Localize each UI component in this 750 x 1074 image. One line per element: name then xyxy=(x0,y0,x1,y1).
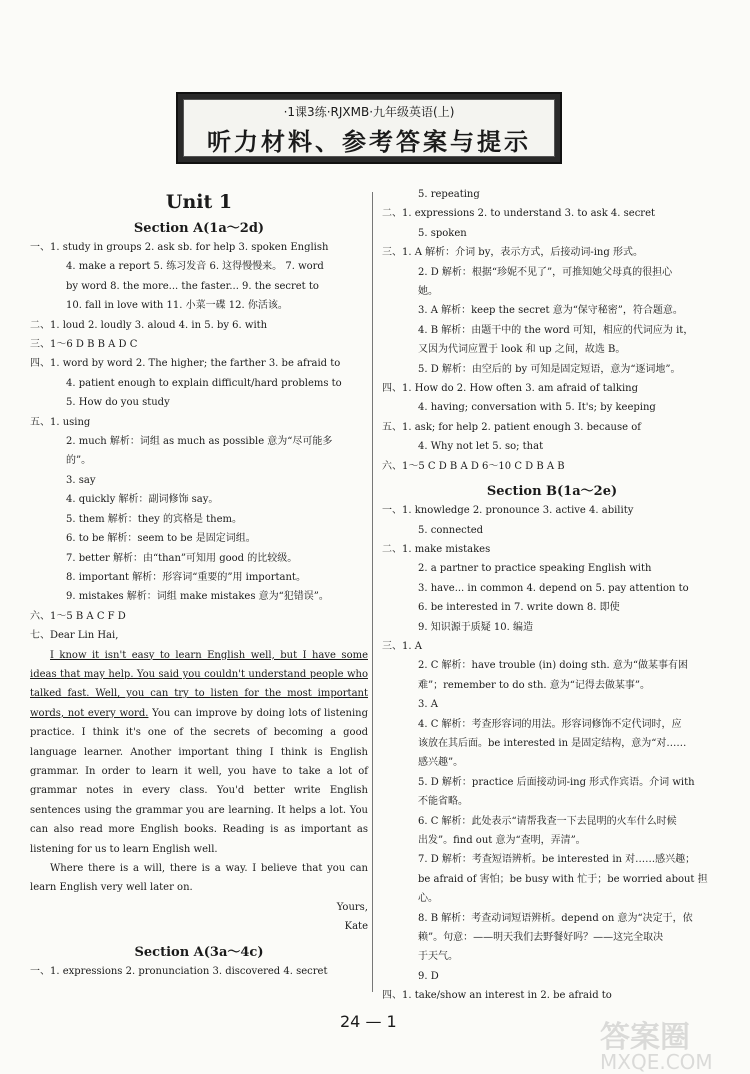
answer-line: 于天气。 xyxy=(418,951,458,963)
answer-line: 4. quickly 解析：副词修饰 say。 xyxy=(66,494,219,506)
answer-line: 五、1. using xyxy=(30,416,91,428)
answer-line: 六、1～5 B A C F D xyxy=(30,610,126,622)
answer-line: 6. C 解析：此处表示“请帮我查一下去昆明的火车什么时候 xyxy=(418,815,677,827)
answer-line: 该放在其后面。be interested in 是固定结构，意为“对…… xyxy=(418,737,687,749)
watermark-logo xyxy=(600,1012,740,1074)
answer-line: 4. B 解析：由题干中的 the word 可知，相应的代词应为 it， xyxy=(418,324,694,336)
answer-line: by word 8. the more... the faster... 9. the secret to xyxy=(66,280,319,292)
unit-heading: Unit 1 xyxy=(165,191,233,213)
answer-line: 四、1. take/show an interest in 2. be afraid to xyxy=(382,990,612,1002)
answer-line: 二、1. expressions 2. to understand 3. to ask 4. secret xyxy=(382,208,656,220)
answer-line: 三、1. A 解析：介词 by，表示方式，后接动词-ing 形式。 xyxy=(382,247,643,259)
answer-line: 4. C 解析：考查形容词的用法。形容词修饰不定代词时，应 xyxy=(418,718,682,730)
answer-line: 3. say xyxy=(66,474,96,486)
answer-list-a2 xyxy=(382,185,722,476)
answer-line: 六、1～5 C D B A D 6～10 C D B A B xyxy=(382,460,565,472)
answer-line: 9. mistakes 解析：词组 make mistakes 意为“犯错误”。 xyxy=(66,591,329,603)
section-heading-b: Section B(1a～2e) xyxy=(486,484,618,500)
answer-line: 出发”。find out 意为“查明，弄清”。 xyxy=(418,835,586,846)
answer-line: 9. D xyxy=(418,970,439,982)
answer-line: 7. better 解析：由“than”可知用 good 的比较级。 xyxy=(66,552,298,564)
letter-closing: Yours, xyxy=(336,901,368,913)
answer-line: 四、1. How do 2. How often 3. am afraid of talking xyxy=(382,383,638,395)
answer-line: 难”；remember to do sth. 意为“记得去做某事”。 xyxy=(418,679,650,691)
watermark-bottom: MXQE.COM xyxy=(600,1050,713,1074)
answer-line: 10. fall in love with 11. 小菜一碟 12. 你活该。 xyxy=(66,300,288,312)
answer-line: 5. How do you study xyxy=(66,397,170,409)
answer-line: 4. Why not let 5. so; that xyxy=(418,441,544,453)
letter-underlined: I know it isn't easy to learn English well, but I have some ideas that may help. You said you couldn't understand people who talked fast. Well, you can try to listen for the most important words, not every word. xyxy=(30,649,368,719)
answer-line: 五、1. ask; for help 2. patient enough 3. because of xyxy=(382,421,641,433)
answer-line: be afraid of 害怕；be busy with 忙于；be worried about 担 xyxy=(418,873,708,885)
answer-line: 3. A 解析：keep the secret 意为“保守秘密”，符合题意。 xyxy=(418,305,683,317)
letter-paragraph-2: Where there is a will, there is a way. I believe that you can learn English very well later on. xyxy=(30,863,368,894)
answer-line: 9. 知识源于质疑 10. 编造 xyxy=(418,621,533,633)
answer-line: 5. D 解析：practice 后面接动词-ing 形式作宾语。介词 with xyxy=(418,776,695,788)
answer-line: 2. much 解析：词组 as much as possible 意为“尽可能多 xyxy=(66,436,333,448)
right-column xyxy=(382,185,722,1006)
answer-line: 3. A xyxy=(418,699,438,711)
answer-list-a1 xyxy=(30,238,368,646)
answer-line: 3. have... in common 4. depend on 5. pay attention to xyxy=(418,582,689,594)
answer-line: 一、1. knowledge 2. pronounce 3. active 4. ability xyxy=(382,505,634,517)
column-divider xyxy=(372,192,373,992)
answer-list-b xyxy=(382,501,722,1006)
answer-line: 5. repeating xyxy=(418,189,480,200)
answer-line: 5. D 解析：由空后的 by 可知是固定短语，意为“逐词地”。 xyxy=(418,363,681,375)
answer-line: 2. a partner to practice speaking English with xyxy=(418,563,652,575)
page-number: 24 — 1 xyxy=(340,1012,397,1031)
left-column xyxy=(30,185,368,981)
answer-line: 不能省略。 xyxy=(418,796,468,808)
answer-line: 5. connected xyxy=(418,524,484,536)
answer-line: 心。 xyxy=(418,893,438,905)
banner-subtitle: ·1课3练·RJXMB·九年级英语(上) xyxy=(283,105,455,119)
letter-signature: Kate xyxy=(344,921,368,933)
answer-line: 4. make a report 5. 练习发音 6. 这得慢慢来。 7. word xyxy=(66,261,324,273)
answer-line: 三、1. A xyxy=(382,640,422,652)
letter-paragraph-1 xyxy=(30,646,368,859)
answer-line: 二、1. loud 2. loudly 3. aloud 4. in 5. by 6. with xyxy=(30,319,268,331)
title-banner xyxy=(176,92,562,164)
letter-rest: You can improve by doing lots of listening practice. I think it's one of the secrets of becoming a good language learner. Another important thing I think is English grammar. In order to learn it well, you have to take a lot of grammar notes in every class. You'd better write English sentences using the grammar you are learning. It helps a lot. You can also read more English books. Reading is as important as listening for us to learn English well. xyxy=(30,707,369,855)
answer-line: 6. to be 解析：seem to be 是固定词组。 xyxy=(66,533,256,545)
answer-line: 二、1. make mistakes xyxy=(382,543,491,555)
answer-line: 一、1. expressions 2. pronunciation 3. discovered 4. secret xyxy=(30,965,328,977)
answer-line: 4. having; conversation with 5. It's; by keeping xyxy=(418,402,656,414)
answer-line: 感兴趣”。 xyxy=(418,757,464,769)
answer-line: 又因为代词应置于 look 和 up 之间，故选 B。 xyxy=(418,344,626,356)
answer-line: 7. D 解析：考查短语辨析。be interested in 对……感兴趣； xyxy=(418,854,696,866)
answer-line: 一、1. study in groups 2. ask sb. for help 3. spoken English xyxy=(30,242,329,253)
watermark-top: 答案圈 xyxy=(600,1020,690,1055)
answer-line: 她。 xyxy=(418,286,438,298)
answer-line: 七、Dear Lin Hai, xyxy=(30,630,119,642)
answer-line: 四、1. word by word 2. The higher; the farther 3. be afraid to xyxy=(30,358,341,370)
answer-line: 2. C 解析：have trouble (in) doing sth. 意为“做某事有困 xyxy=(418,660,688,672)
banner-title: 听力材料、参考答案与提示 xyxy=(207,128,531,156)
answer-line: 赖”。句意：——明天我们去野餐好吗？——这完全取决 xyxy=(418,932,664,944)
answer-line: 5. them 解析：they 的宾格是 them。 xyxy=(66,513,243,525)
answer-line: 5. spoken xyxy=(418,227,467,239)
section-heading-a2: Section A(3a～4c) xyxy=(134,944,264,960)
answer-line: 4. patient enough to explain difficult/hard problems to xyxy=(66,377,342,389)
answer-line: 8. B 解析：考查动词短语辨析。depend on 意为“决定于，依 xyxy=(418,912,693,924)
answer-line: 8. important 解析：形容词“重要的”用 important。 xyxy=(66,571,306,583)
answer-line: 2. D 解析：根据“珍妮不见了”，可推知她父母真的很担心 xyxy=(418,266,673,278)
answer-line: 三、1～6 D B B A D C xyxy=(30,339,138,351)
answer-line: 6. be interested in 7. write down 8. 即使 xyxy=(418,602,620,614)
section-heading-a1: Section A(1a～2d) xyxy=(133,221,265,236)
answer-line: 的”。 xyxy=(66,455,92,467)
